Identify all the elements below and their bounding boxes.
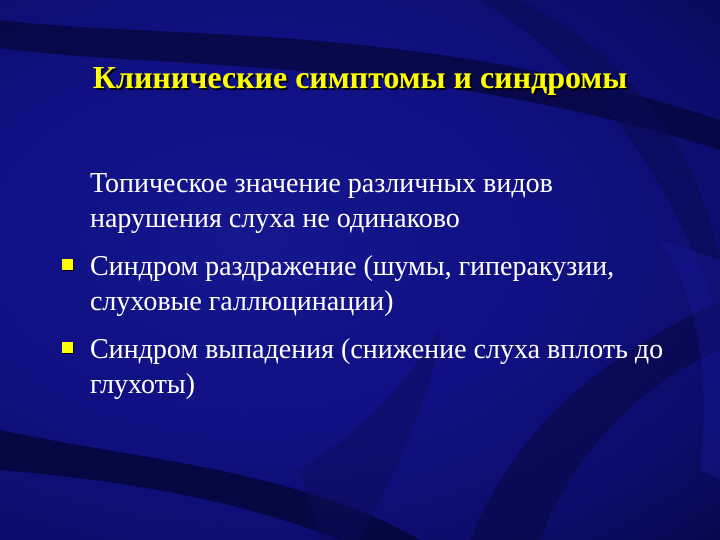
bullet-text: Синдром раздражение (шумы, гиперакузии, слуховые галлюцинации) [90,251,615,317]
slide-title: Клинические симптомы и синдромы [92,59,628,95]
slide-content [60,166,680,415]
text-paragraph [60,166,680,236]
bullet-item-loss-syndrome [60,332,680,402]
bullet-square-icon [62,342,73,353]
bullet-item-irritation-syndrome [60,249,680,319]
bullet-text: Синдром выпадения (снижение слуха вплоть до глухоты) [90,334,664,400]
paragraph-text: Топическое значение различных видов нарушения слуха не одинаково [90,168,553,234]
bullet-square-icon [62,259,73,270]
